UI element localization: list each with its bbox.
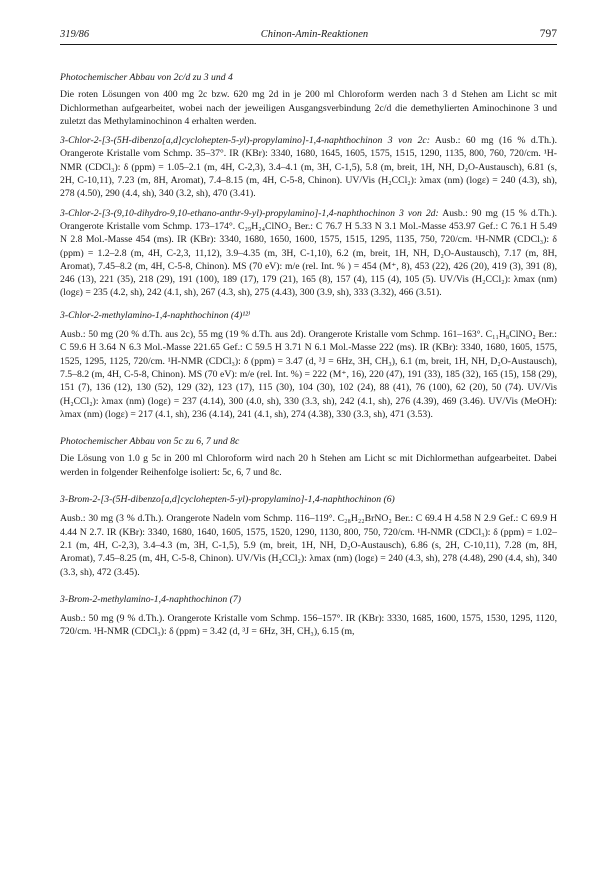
compound-name: 3-Brom-2-[3-(5H-dibenzo[a,d]cyclohepten-5-yl)-propylamino]-1,4-naphthochinon (6) — [60, 494, 395, 506]
compound-data: Ausb.: 50 mg (20 % d.Th. aus 2c), 55 mg (19 % d.Th. aus 2d). Orangerote Kristalle vom Schmp. 161–163°. C₁₁H₈ClNO₂ Ber.: C 59.6 H 3.64 N 6.3 Mol.-Masse 221.65 Gef.: C 59.5 H 3.71 N 6.1 Mol.-Masse 222 (ms). IR (KBr): 3340, 1680, 1605, 1575, 1525, 1295, 1125, 720/cm. ¹H-NMR (CDCl₃): δ (ppm) = 3.47 (d, ³J = 6Hz, 3H, CH₃), 6.1 (m, breit, 1H, NH, D₂O-Austausch), 7.5–8.2 (m, 4H, C-5-8, Chinon). MS (70 eV): m/e (rel. Int. %) = 222 (M⁺, 16), 220 (47), 191 (33), 185 (32), 165 (15), 158 (29), 151 (7), 136 (12), 130 (52), 129 (32), 123 (17), 115 (30), 104 (30), 102 (24), 88 (41), 76 (100), 62 (20), 50 (74). UV/Vis (H₂CCl₂): λmax (nm) (logε) = 237 (4.14), 300 (4.0, sh), 330 (3.3, sh), 242 (4.1, sh), 276 (4.39), 469 (3.46). UV/Vis (MeOH): λmax (nm) (logε) = 217 (4.1, sh), 236 (4.14), 241 (4.1, sh), 274 (4.38), 330 (3.3, sh), 471 (3.53). — [60, 329, 557, 420]
compound-name: 3-Brom-2-methylamino-1,4-naphthochinon (7) — [60, 593, 241, 605]
journal-page — [60, 28, 557, 639]
section-heading: Photochemischer Abbau von 5c zu 6, 7 und 8c — [60, 436, 240, 448]
article-body — [60, 71, 557, 639]
running-header — [60, 28, 557, 45]
compound-entry — [60, 134, 557, 200]
section-paragraph: Die roten Lösungen von 400 mg 2c bzw. 620 mg 2d in je 200 ml Chloroform werden nach 3 d Stehen am Licht sc mit Dichlormethan aufgearbeitet, wobei nach der jeweiligen Ausgangsverbindung 2c/d die demethylierten Aminochinone 3 und zuletzt das Methylaminochinon 4 erhalten werden. — [60, 89, 557, 127]
compound-entry — [60, 207, 557, 300]
compound-data: Ausb.: 90 mg (15 % d.Th.). Orangerote Kristalle vom Schmp. 173–174°. C₂₉H₂₄ClNO₂ Ber.: C 76.7 H 5.33 N 3.1 Mol.-Masse 453.97 Gef.: C 76.1 H 5.49 N 2.8 Mol.-Masse 454 (ms). IR (KBr): 3340, 1680, 1650, 1600, 1575, 1515, 1295, 1135, 750, 720/cm. ¹H-NMR (CDCl₃): δ (ppm) = 1.2–2.8 (m, 4H, C-2,3, 11,12), 3.9–4.35 (m, 3H, C-1,10), 6.2 (m, breit, 1H, NH, D₂O-Austausch), 7.17 (m, 8H, Aromat), 7.45–8.2 (m, 4H, C-5-8, Chinon). MS (70 eV): m/e (rel. Int. % ) = 454 (M⁺, 8), 453 (22), 426 (20), 419 (3), 391 (8), 246 (13), 221 (35), 218 (29), 191 (100), 189 (17), 179 (21), 165 (8), 157 (4), 115 (4), 105 (5). UV/Vis (H₂CCl₂): λmax (nm) (logε) = 235 (4.2, sh), 242 (4.1, sh), 267 (4.3, sh), 275 (4.43), 300 (3.9, sh), 333 (3.32), 466 (3.51). — [60, 207, 558, 299]
compound-name: 3-Chlor-2-[3-(9,10-dihydro-9,10-ethano-anthr-9-yl)-propylamino]-1,4-naphthochinon 3 von 2d: — [60, 207, 439, 219]
compound-data: Ausb.: 60 mg (16 % d.Th.). Orangerote Kristalle vom Schmp. 35–37°. IR (KBr): 3340, 1680, 1645, 1605, 1575, 1515, 1290, 1135, 800, 760, 720/cm. ¹H-NMR (CDCl₃): δ (ppm) = 1.05–2.1 (m, 4H, C-2,3), 3.4–4.1 (m, 3H, C-1,5), 5.8 (m, breit, 1H, NH, D₂O-Austausch), 6.81 (s, 2H, C-10,11), 7.23 (m, 8H, Aromat), 7.4–8.15 (m, 4H, C-5-8, Chinon). UV/Vis (H₂CCl₂): λmax (nm) (logε) = 240 (4.3), sh), 278 (4.50), 290 (4.4, sh), 340 (3.2, sh), 470 (3.41). — [60, 135, 557, 200]
running-title: Chinon-Amin-Reaktionen — [260, 29, 369, 40]
compound-name: 3-Chlor-2-methylamino-1,4-naphthochinon (4)¹²⁾ — [60, 309, 251, 321]
compound-name: 3-Chlor-2-[3-(5H-dibenzo[a,d]cyclohepten-5-yl)-propylamino]-1,4-naphthochinon 3 von 2c: — [60, 135, 430, 147]
section-heading: Photochemischer Abbau von 2c/d zu 3 und 4 — [60, 72, 233, 83]
section-paragraph: Die Lösung von 1.0 g 5c in 200 ml Chloroform wird nach 20 h Stehen am Licht sc mit Dichlormethan aufgearbeitet. Dabei werden in folgender Reihenfolge isoliert: 5c, 6, 7 und 8c. — [60, 453, 557, 478]
journal-volume: 319/86 — [60, 29, 90, 40]
compound-data: Ausb.: 30 mg (3 % d.Th.). Orangerote Nadeln vom Schmp. 116–119°. C₂₈H₂₂BrNO₂ Ber.: C 69.4 H 4.58 N 2.9 Gef.: C 69.9 H 4.44 N 2.7. IR (KBr): 3340, 1680, 1640, 1605, 1575, 1520, 1290, 1130, 800, 750, 720/cm. ¹H-NMR (CDCl₃): δ (ppm) = 1.02–2.1 (m, 4H, C-2,3), 3.4–4.3 (m, 3H, C-1,5), 5.9 (m, breit, 1H, NH, D₂O-Austausch), 6.86 (s, 2H, C-10,11), 7.28 (m, 8H, Aromat), 7.45–8.25 (m, 4H, C-5-8, Chinon). UV/Vis (H₂CCl₂): λmax (nm) (logε) = 240 (4.3, sh), 278 (4.48), 290 (4.4, sh), 340 (3.3, sh), 472 (3.45). — [60, 513, 557, 578]
compound-data: Ausb.: 50 mg (9 % d.Th.). Orangerote Kristalle vom Schmp. 156–157°. IR (KBr): 3330, 1685, 1600, 1575, 1530, 1295, 1120, 720/cm. ¹H-NMR (CDCl₃): δ (ppm) = 3.42 (d, ³J = 6Hz, 3H, CH₃), 6.15 (m, — [60, 613, 557, 638]
page-number: 797 — [539, 28, 557, 40]
